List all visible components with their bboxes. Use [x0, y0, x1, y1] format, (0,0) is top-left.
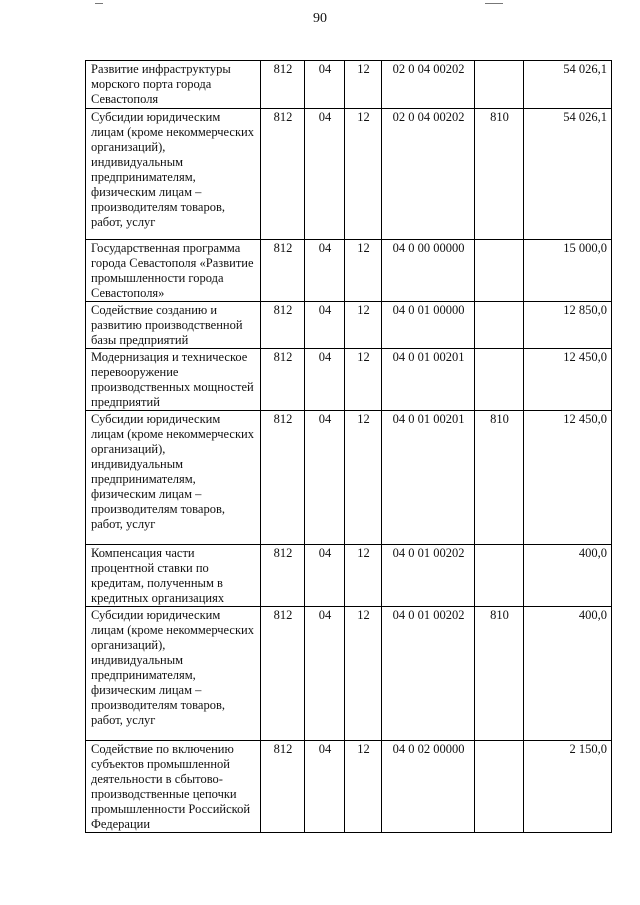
department-code: 812: [261, 109, 305, 240]
row-item-name: Развитие инфраструктуры морского порта города Севастополя: [86, 61, 261, 109]
department-code: 812: [261, 741, 305, 833]
subsection-code: 12: [345, 61, 382, 109]
table-row: [86, 61, 612, 109]
department-code: 812: [261, 349, 305, 411]
expense-type-code: [475, 741, 524, 833]
target-article-code: 02 0 04 00202: [382, 61, 475, 109]
amount: 12 850,0: [524, 302, 612, 349]
expense-type-code: [475, 545, 524, 607]
row-item-name: Субсидии юридическим лицам (кроме некоммерческих организаций), индивидуальным предпринимателям, физическим лицам – производителям товаров, работ, услуг: [86, 607, 261, 741]
amount: 12 450,0: [524, 411, 612, 545]
row-item-name: Содействие созданию и развитию производственной базы предприятий: [86, 302, 261, 349]
target-article-code: 02 0 04 00202: [382, 109, 475, 240]
department-code: 812: [261, 302, 305, 349]
scan-artifact-line: [485, 3, 503, 4]
amount: 15 000,0: [524, 240, 612, 302]
amount: 54 026,1: [524, 109, 612, 240]
expense-type-code: 810: [475, 411, 524, 545]
section-code: 04: [305, 349, 345, 411]
amount: 54 026,1: [524, 61, 612, 109]
subsection-code: 12: [345, 545, 382, 607]
subsection-code: 12: [345, 240, 382, 302]
row-item-name: Субсидии юридическим лицам (кроме некоммерческих организаций), индивидуальным предпринимателям, физическим лицам – производителям товаров, работ, услуг: [86, 109, 261, 240]
subsection-code: 12: [345, 411, 382, 545]
table-row: [86, 109, 612, 240]
target-article-code: 04 0 02 00000: [382, 741, 475, 833]
department-code: 812: [261, 545, 305, 607]
target-article-code: 04 0 01 00000: [382, 302, 475, 349]
expense-type-code: [475, 349, 524, 411]
row-item-name: Компенсация части процентной ставки по кредитам, полученным в кредитных организациях: [86, 545, 261, 607]
target-article-code: 04 0 01 00202: [382, 545, 475, 607]
section-code: 04: [305, 607, 345, 741]
subsection-code: 12: [345, 302, 382, 349]
row-item-name: Субсидии юридическим лицам (кроме некоммерческих организаций), индивидуальным предпринимателям, физическим лицам – производителям товаров, работ, услуг: [86, 411, 261, 545]
row-item-name: Государственная программа города Севастополя «Развитие промышленности города Севастополя»: [86, 240, 261, 302]
subsection-code: 12: [345, 607, 382, 741]
amount: 2 150,0: [524, 741, 612, 833]
row-item-name: Содействие по включению субъектов промышленной деятельности в сбытово-производственные цепочки промышленности Российской Федерации: [86, 741, 261, 833]
page-number: 90: [313, 11, 327, 26]
table-row: [86, 545, 612, 607]
subsection-code: 12: [345, 349, 382, 411]
section-code: 04: [305, 61, 345, 109]
department-code: 812: [261, 607, 305, 741]
scan-artifact-line: [95, 3, 103, 4]
target-article-code: 04 0 00 00000: [382, 240, 475, 302]
target-article-code: 04 0 01 00201: [382, 349, 475, 411]
table-row: [86, 607, 612, 741]
amount: 400,0: [524, 545, 612, 607]
table-row: [86, 741, 612, 833]
expense-type-code: [475, 302, 524, 349]
amount: 12 450,0: [524, 349, 612, 411]
table-row: [86, 302, 612, 349]
table-row: [86, 349, 612, 411]
table-row: [86, 411, 612, 545]
amount: 400,0: [524, 607, 612, 741]
budget-table: [85, 60, 612, 833]
row-item-name: Модернизация и техническое перевооружение производственных мощностей предприятий: [86, 349, 261, 411]
subsection-code: 12: [345, 741, 382, 833]
section-code: 04: [305, 240, 345, 302]
section-code: 04: [305, 411, 345, 545]
section-code: 04: [305, 741, 345, 833]
department-code: 812: [261, 411, 305, 545]
expense-type-code: 810: [475, 607, 524, 741]
target-article-code: 04 0 01 00201: [382, 411, 475, 545]
expense-type-code: 810: [475, 109, 524, 240]
department-code: 812: [261, 61, 305, 109]
table-row: [86, 240, 612, 302]
expense-type-code: [475, 240, 524, 302]
expense-type-code: [475, 61, 524, 109]
target-article-code: 04 0 01 00202: [382, 607, 475, 741]
subsection-code: 12: [345, 109, 382, 240]
section-code: 04: [305, 302, 345, 349]
section-code: 04: [305, 545, 345, 607]
department-code: 812: [261, 240, 305, 302]
section-code: 04: [305, 109, 345, 240]
